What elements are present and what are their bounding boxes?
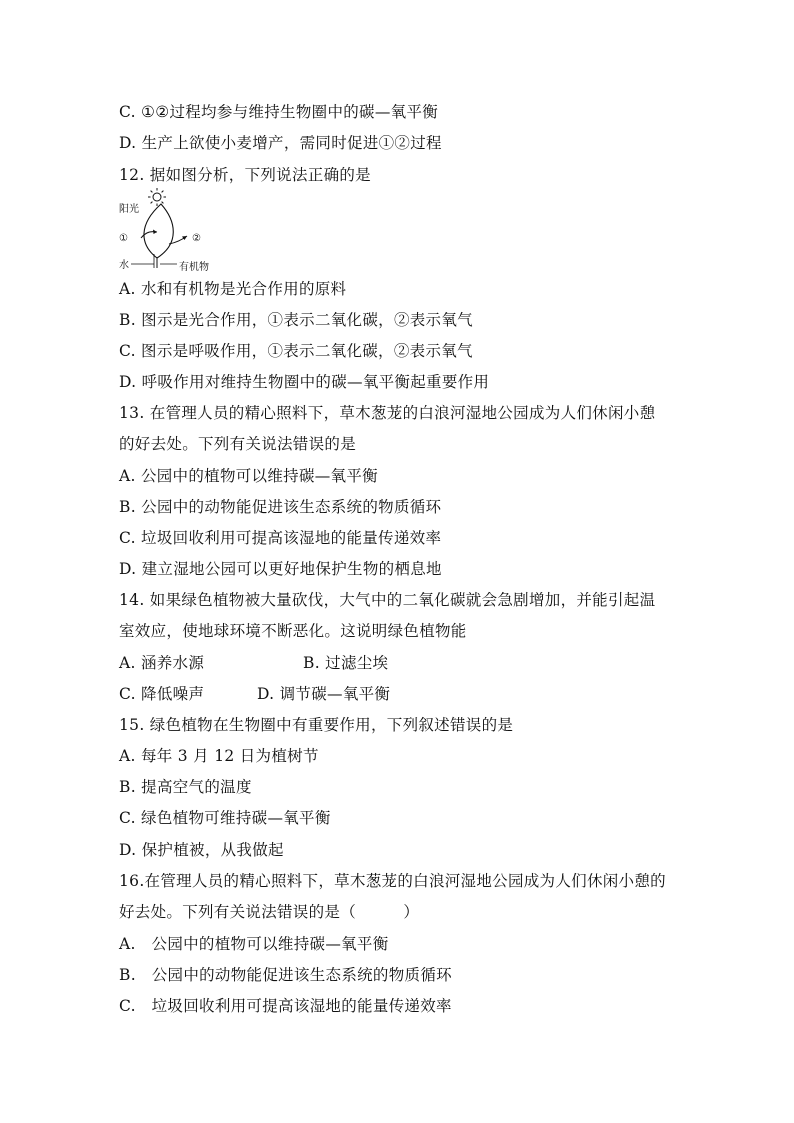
q15-option-a: A. 每年 3 月 12 日为植树节	[119, 747, 319, 765]
q15-option-b: B. 提高空气的温度	[119, 778, 252, 796]
q16-option-a: A. 公园中的植物可以维持碳—氧平衡	[119, 935, 389, 953]
sunlight-label: 阳光	[119, 204, 139, 215]
label-circle-2: ②	[192, 233, 201, 244]
q13-option-b: B. 公园中的动物能促进该生态系统的物质循环	[119, 498, 442, 516]
water-label: 水	[119, 260, 129, 271]
q15-stem: 15. 绿色植物在生物圈中有重要作用，下列叙述错误的是	[119, 716, 514, 734]
q16-stem-line2: 好去处。下列有关说法错误的是（ ）	[119, 903, 420, 921]
q13-option-d: D. 建立湿地公园可以更好地保护生物的栖息地	[119, 560, 442, 578]
q14-option-d: D. 调节碳—氧平衡	[257, 685, 391, 703]
label-circle-1: ①	[119, 233, 128, 244]
q13-stem-line1: 13. 在管理人员的精心照料下，草木葱茏的白浪河湿地公园成为人们休闲小憩	[119, 404, 656, 422]
q13-option-a: A. 公园中的植物可以维持碳—氧平衡	[119, 467, 378, 485]
sun-icon	[148, 188, 166, 206]
q14-option-b: B. 过滤尘埃	[303, 654, 389, 672]
leaf-diagram	[117, 186, 227, 276]
q16-option-b: B. 公园中的动物能促进该生态系统的物质循环	[119, 966, 452, 984]
q14-stem-line1: 14. 如果绿色植物被大量砍伐，大气中的二氧化碳就会急剧增加，并能引起温	[119, 591, 656, 609]
q12-option-d: D. 呼吸作用对维持生物圈中的碳—氧平衡起重要作用	[119, 373, 490, 391]
q12-option-a: A. 水和有机物是光合作用的原料	[119, 280, 347, 298]
q16-stem-line1: 16.在管理人员的精心照料下，草木葱茏的白浪河湿地公园成为人们休闲小憩的	[119, 872, 666, 890]
q12-stem: 12. 据如图分析，下列说法正确的是	[119, 166, 371, 184]
q14-stem-line2: 室效应，使地球环境不断恶化。这说明绿色植物能	[119, 622, 467, 640]
q12-option-b: B. 图示是光合作用，①表示二氧化碳，②表示氧气	[119, 311, 473, 329]
leaf-icon	[144, 204, 173, 258]
q11-option-c: C. ①②过程均参与维持生物圈中的碳—氧平衡	[119, 103, 439, 121]
q11-option-d: D. 生产上欲使小麦增产，需同时促进①②过程	[119, 134, 442, 152]
q12-option-c: C. 图示是呼吸作用，①表示二氧化碳，②表示氧气	[119, 342, 473, 360]
q16-option-c: C. 垃圾回收利用可提高该湿地的能量传递效率	[119, 997, 452, 1015]
q13-option-c: C. 垃圾回收利用可提高该湿地的能量传递效率	[119, 529, 442, 547]
q13-stem-line2: 的好去处。下列有关说法错误的是	[119, 435, 357, 453]
q14-option-a: A. 涵养水源	[119, 654, 205, 672]
q14-option-c: C. 降低噪声	[119, 685, 205, 703]
organic-label: 有机物	[179, 262, 209, 273]
q15-option-c: C. 绿色植物可维持碳—氧平衡	[119, 809, 331, 827]
q15-option-d: D. 保护植被，从我做起	[119, 841, 284, 859]
